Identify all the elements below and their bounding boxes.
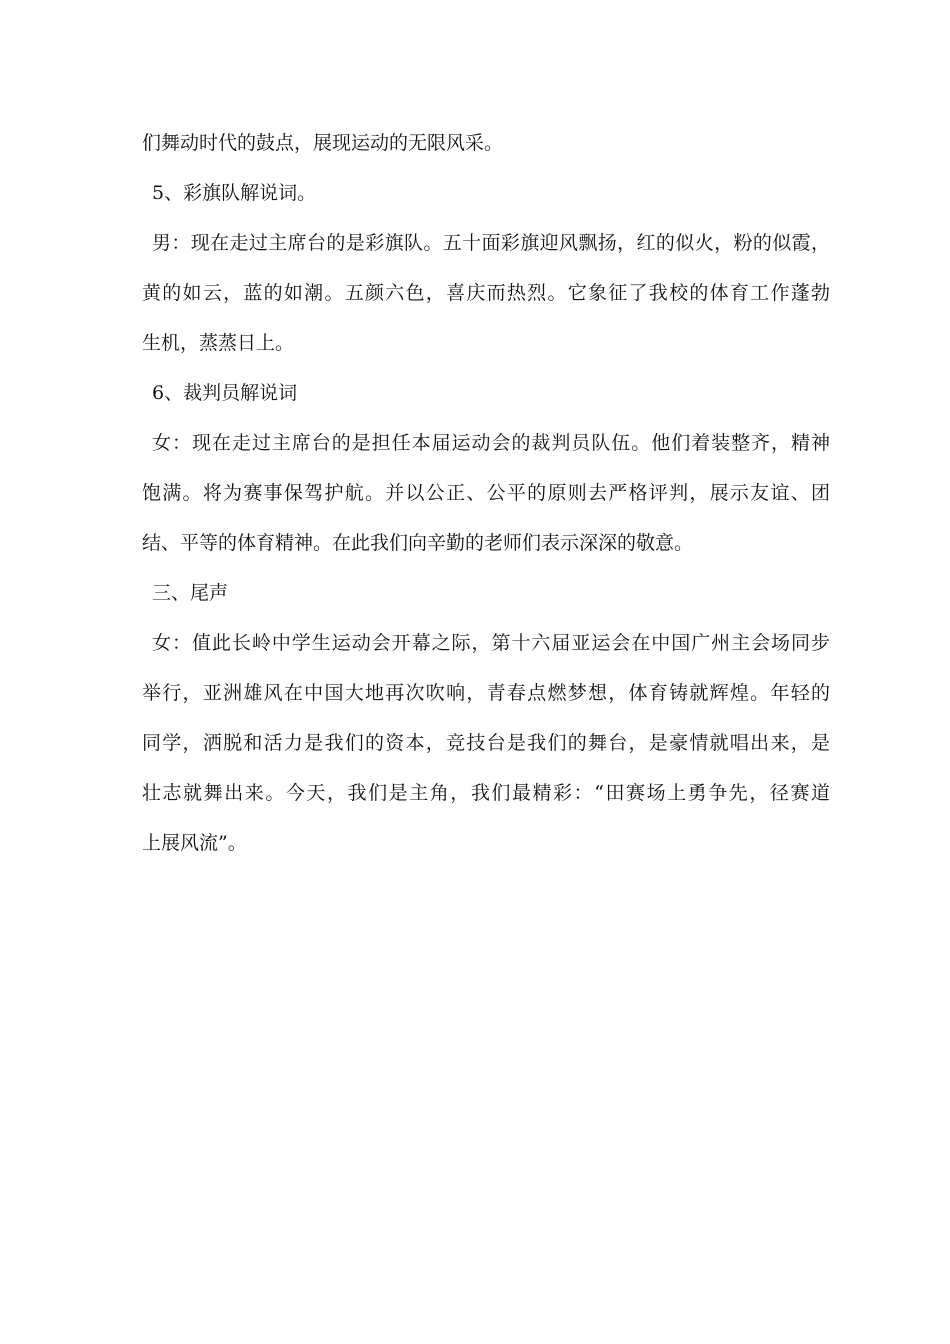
paragraph-line: 生机，蒸蒸日上。 xyxy=(142,332,295,354)
paragraph-line: 同学，洒脱和活力是我们的资本，竞技台是我们的舞台，是豪情就唱出来，是 xyxy=(142,732,830,754)
paragraph-line: 黄的如云，蓝的如潮。五颜六色，喜庆而热烈。它象征了我校的体育工作蓬勃 xyxy=(142,282,830,304)
paragraph-line: 女：值此长岭中学生运动会开幕之际，第十六届亚运会在中国广州主会场同步 xyxy=(152,632,830,654)
paragraph-line: 饱满。将为赛事保驾护航。并以公正、公平的原则去严格评判，展示友谊、团 xyxy=(142,482,830,504)
paragraph-line: 们舞动时代的鼓点，展现运动的无限风采。 xyxy=(142,132,504,154)
paragraph-line: 举行，亚洲雄风在中国大地再次吹响，青春点燃梦想，体育铸就辉煌。年轻的 xyxy=(142,682,830,704)
paragraph-line: 壮志就舞出来。今天，我们是主角，我们最精彩：“田赛场上勇争先，径赛道 xyxy=(142,782,830,804)
paragraph-line: 男：现在走过主席台的是彩旗队。五十面彩旗迎风飘扬，红的似火，粉的似霞， xyxy=(152,232,830,254)
section-heading-cheerleaders: 5、彩旗队解说词。 xyxy=(152,182,317,204)
paragraph-line: 结、平等的体育精神。在此我们向辛勤的老师们表示深深的敬意。 xyxy=(142,532,694,554)
document-body xyxy=(142,118,830,868)
section-heading-referees: 6、裁判员解说词 xyxy=(152,382,298,404)
section-heading-epilogue: 三、尾声 xyxy=(152,582,229,604)
paragraph-line: 上展风流”。 xyxy=(142,832,247,854)
paragraph-line: 女：现在走过主席台的是担任本届运动会的裁判员队伍。他们着装整齐，精神 xyxy=(152,432,830,454)
